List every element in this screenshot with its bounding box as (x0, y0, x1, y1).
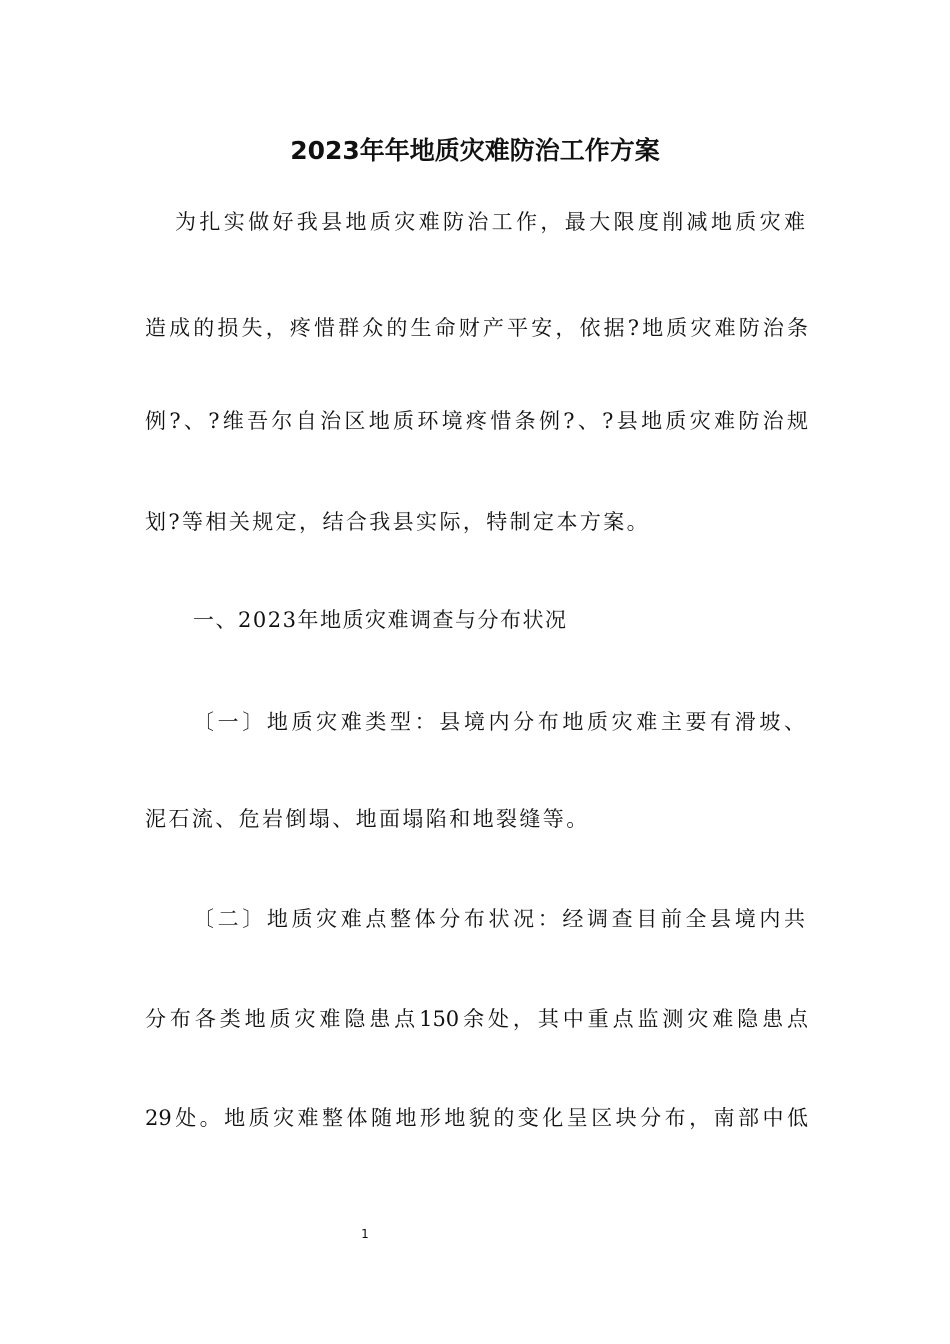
paragraph-line-4: 划?等相关规定，结合我县实际，特制定本方案。 (145, 510, 651, 534)
paragraph-line-2: 造成的损失，疼惜群众的生命财产平安，依据?地质灾难防治条 (145, 316, 808, 340)
page-number: 1 (361, 1227, 369, 1241)
paragraph-line-1: 为扎实做好我县地质灾难防治工作，最大限度削减地质灾难 (175, 210, 805, 234)
paragraph-line-5: 〔一〕地质灾难类型：县境内分布地质灾难主要有滑坡、 (193, 710, 805, 734)
paragraph-line-8: 分布各类地质灾难隐患点150余处，其中重点监测灾难隐患点 (145, 1007, 808, 1031)
paragraph-line-7: 〔二〕地质灾难点整体分布状况：经调查目前全县境内共 (193, 907, 805, 931)
paragraph-line-9: 29处。地质灾难整体随地形地貌的变化呈区块分布，南部中低 (145, 1106, 808, 1130)
paragraph-line-3: 例?、?维吾尔自治区地质环境疼惜条例?、?县地质灾难防治规 (145, 409, 808, 433)
document-title: 2023年年地质灾难防治工作方案 (290, 136, 660, 165)
section-heading-1: 一、2023年地质灾难调查与分布状况 (193, 608, 568, 632)
paragraph-line-6: 泥石流、危岩倒塌、地面塌陷和地裂缝等。 (145, 807, 590, 831)
